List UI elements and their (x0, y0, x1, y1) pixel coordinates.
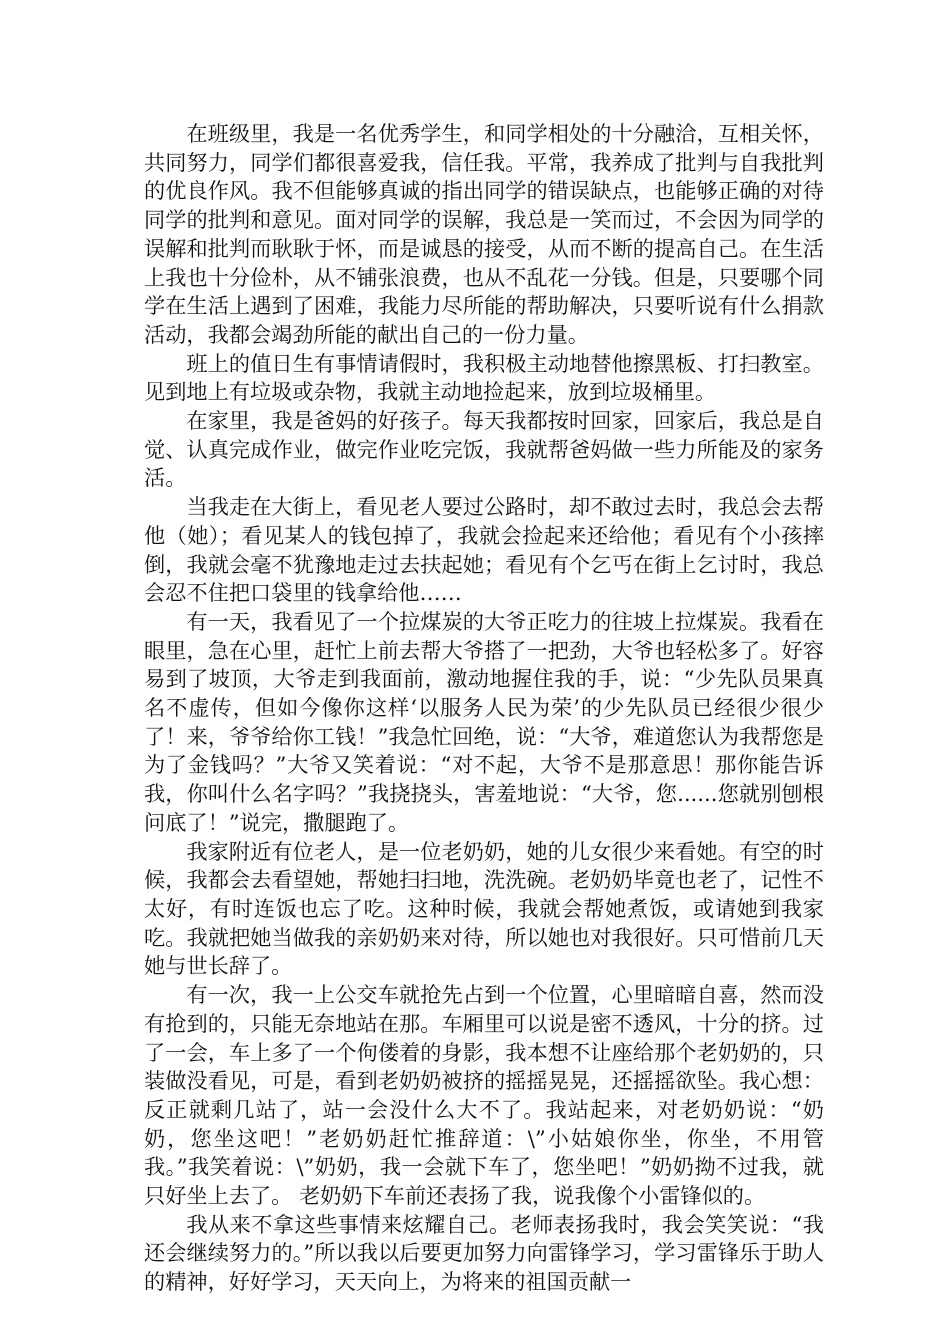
document-body (144, 120, 824, 1297)
paragraph-duty-helper: 班上的值日生有事情请假时，我积极主动地替他擦黑板、打扫教室。见到地上有垃圾或杂物，我就主动地捡起来，放到垃圾桶里。 (144, 350, 824, 405)
paragraph-conclusion: 我从来不拿这些事情来炫耀自己。老师表扬我时，我会笑笑说：“我还会继续努力的。”所以我以后要更加努力向雷锋学习，学习雷锋乐于助人的精神，好好学习，天天向上，为将来的祖国贡献一 (144, 1211, 824, 1295)
paragraph-old-neighbor: 我家附近有位老人，是一位老奶奶，她的儿女很少来看她。有空的时候，我都会去看望她，帮她扫扫地，洗洗碗。老奶奶毕竟也老了，记性不太好，有时连饭也忘了吃。这种时候，我就会帮她煮饭，或请她到我家吃。我就把她当做我的亲奶奶来对待，所以她也对我很好。只可惜前几天她与世长辞了。 (144, 838, 824, 979)
paragraph-class-life: 在班级里，我是一名优秀学生，和同学相处的十分融洽，互相关怀，共同努力，同学们都很喜爱我，信任我。平常，我养成了批判与自我批判的优良作风。我不但能够真诚的指出同学的错误缺点，也能够正确的对待同学的批判和意见。面对同学的误解，我总是一笑而过，不会因为同学的误解和批判而耿耿于怀，而是诚恳的接受，从而不断的提高自己。在生活上我也十分俭朴，从不铺张浪费，也从不乱花一分钱。但是，只要哪个同学在生活上遇到了困难，我能力尽所能的帮助解决，只要听说有什么捐款活动，我都会竭劲所能的献出自己的一份力量。 (144, 121, 824, 347)
paragraph-on-street: 当我走在大街上，看见老人要过公路时，却不敢过去时，我总会去帮他（她）；看见某人的钱包掉了，我就会捡起来还给他；看见有个小孩摔倒，我就会毫不犹豫地走过去扶起她；看见有个乞丐在街上乞讨时，我总会忍不住把口袋里的钱拿给他…… (144, 494, 824, 606)
paragraph-at-home: 在家里，我是爸妈的好孩子。每天我都按时回家，回家后，我总是自觉、认真完成作业，做完作业吃完饭，我就帮爸妈做一些力所能及的家务活。 (144, 408, 824, 491)
paragraph-bus-seat: 有一次，我一上公交车就抢先占到一个位置，心里暗暗自喜，然而没有抢到的，只能无奈地站在那。车厢里可以说是密不透风，十分的挤。过了一会，车上多了一个佝偻着的身影，我本想不让座给那个老奶奶的，只装做没看见，可是，看到老奶奶被挤的摇摇晃晃，还摇摇欲坠。我心想：反正就剩几站了，站一会没什么大不了。我站起来，对老奶奶说：“奶奶，您坐这吧！”老奶奶赶忙推辞道：\”小姑娘你坐，你坐，不用管我。”我笑着说：\”奶奶，我一会就下车了，您坐吧！”奶奶拗不过我，就只好坐上去了。 老奶奶下车前还表扬了我，说我像个小雷锋似的。 (144, 982, 824, 1209)
paragraph-coal-cart: 有一天，我看见了一个拉煤炭的大爷正吃力的往坡上拉煤炭。我看在眼里，急在心里，赶忙上前去帮大爷搭了一把劲，大爷也轻松多了。好容易到了坡顶，大爷走到我面前，激动地握住我的手，说：“少先队员果真名不虚传，但如今像你这样‘以服务人民为荣’的少先队员已经很少很少了！来，爷爷给你工钱！”我急忙回绝，说：“大爷，难道您认为我帮您是为了金钱吗？”大爷又笑着说：“对不起，大爷不是那意思！那你能告诉我，你叫什么名字吗？”我挠挠头，害羞地说：“大爷，您......您就别刨根问底了！”说完，撒腿跑了。 (144, 608, 824, 835)
